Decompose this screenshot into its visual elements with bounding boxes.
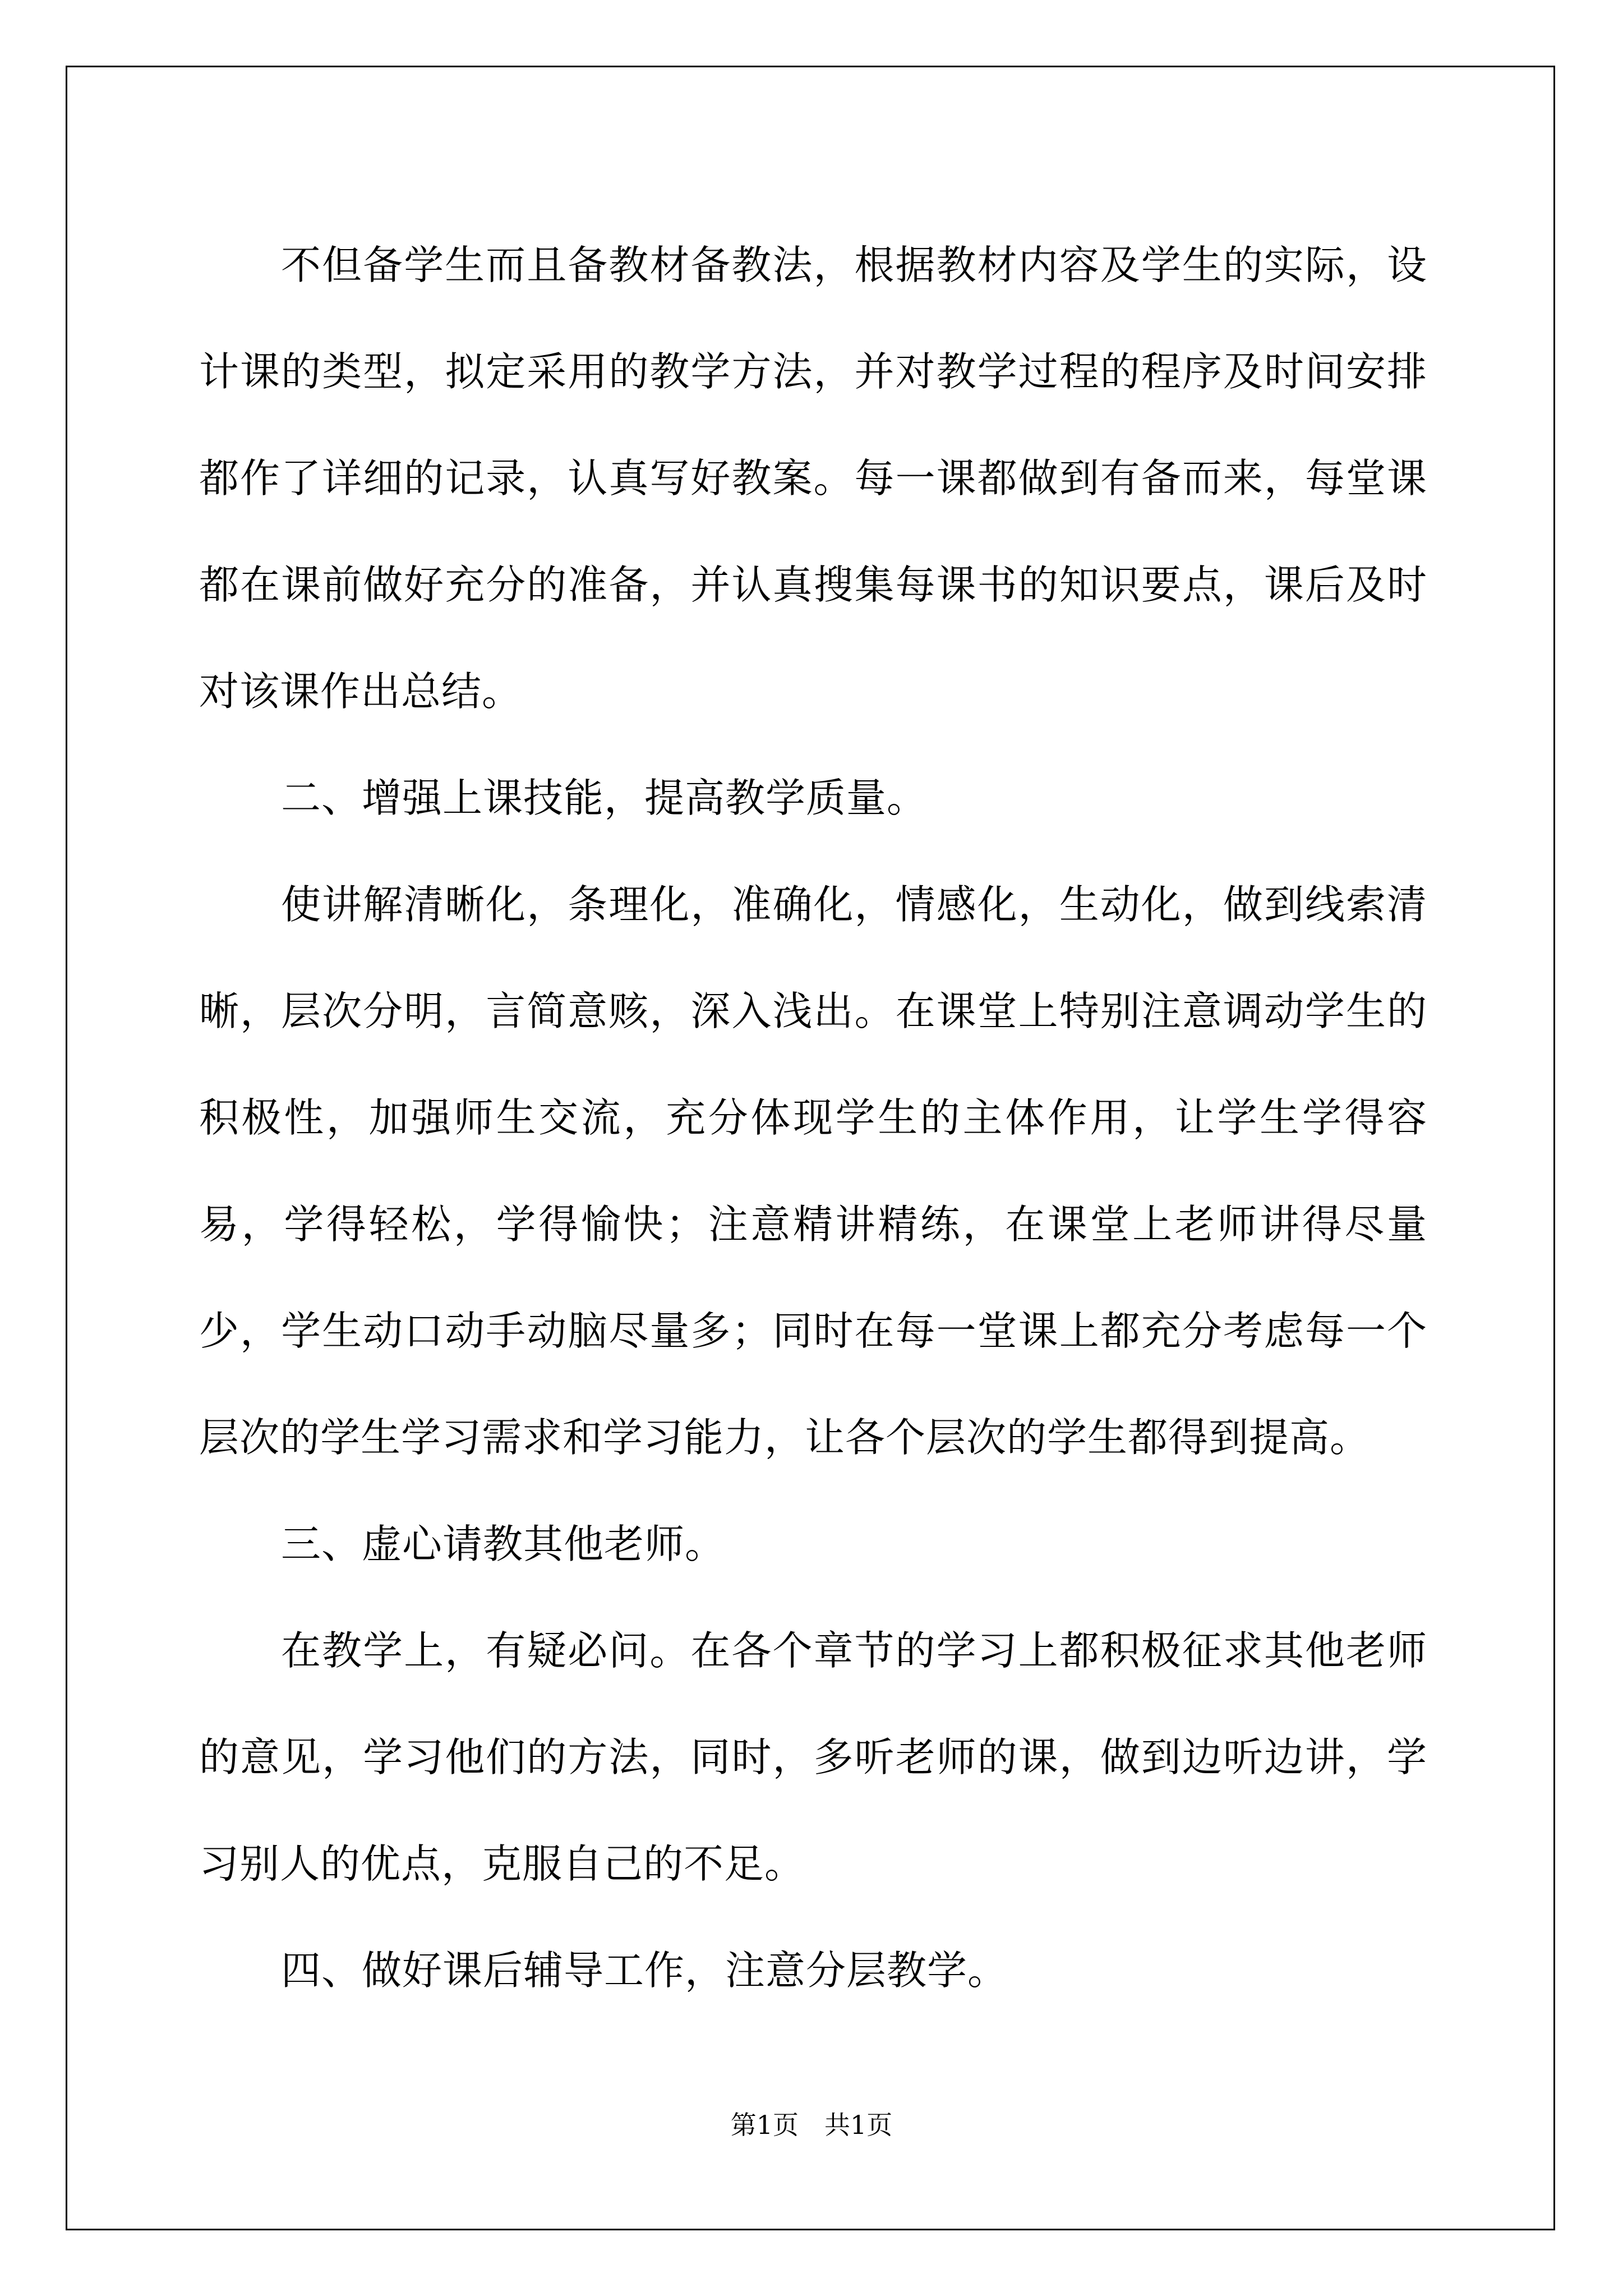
paragraph-teaching-skills: 使讲解清晰化，条理化，准确化，情感化，生动化，做到线索清晰，层次分明，言简意赅，深入浅出。在课堂上特别注意调动学生的积极性，加强师生交流，充分体现学生的主体作用，让学生学得容易，学得轻松，学得愉快；注意精讲精练，在课堂上老师讲得尽量少，学生动口动手动脑尽量多；同时在每一堂课上都充分考虑每一个层次的学生学习需求和学习能力，让各个层次的学生都得到提高。	[199, 881, 1427, 1461]
heading-section-2: 二、增强上课技能，提高教学质量。	[281, 775, 928, 821]
page-number-current: 第1页	[730, 2110, 799, 2140]
page-footer	[0, 2108, 1623, 2142]
heading-section-4: 四、做好课后辅导工作，注意分层教学。	[281, 1947, 1008, 1994]
paragraph-consult-teachers: 在教学上，有疑必问。在各个章节的学习上都积极征求其他老师的意见，学习他们的方法，同时，多听老师的课，做到边听边讲，学习别人的优点，克服自己的不足。	[199, 1627, 1427, 1887]
page-number-total: 共1页	[824, 2110, 893, 2140]
paragraph-preparation: 不但备学生而且备教材备教法，根据教材内容及学生的实际，设计课的类型，拟定采用的教学方法，并对教学过程的程序及时间安排都作了详细的记录，认真写好教案。每一课都做到有备而来，每堂课都在课前做好充分的准备，并认真搜集每课书的知识要点，课后及时对该课作出总结。	[199, 242, 1427, 715]
document-body	[199, 212, 1427, 2024]
heading-section-3: 三、虚心请教其他老师。	[281, 1521, 726, 1567]
